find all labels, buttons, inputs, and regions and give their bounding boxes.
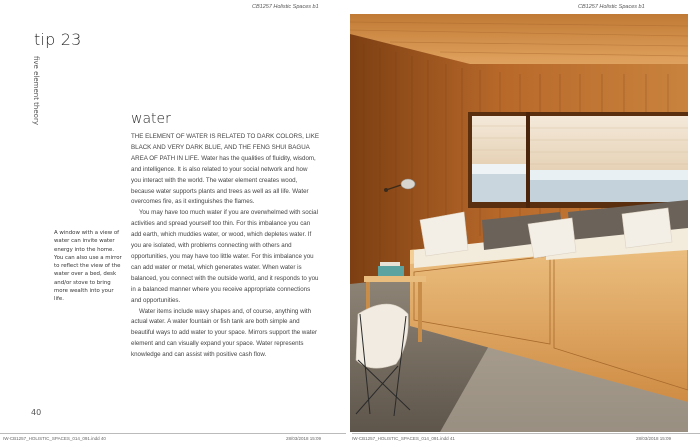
slug-bottom-right-file: IW-CB1257_HOLISTIC_SPACES_014_091.indd 41 bbox=[352, 436, 455, 441]
body-paragraph: THE ELEMENT OF WATER IS RELATED TO DARK COLORS, LIKE BLACK AND VERY DARK BLUE, AND THE FENG SHUI BAGUA AREA OF PATH IN LIFE. Water has the qualities of fluidity, wisdom, and intelligence. It is also related to your social network and how you interact with the world. The water element creates wood, because water supports plants and trees as well as all life. Water overcomes fire, as it extinguishes the flames. bbox=[131, 133, 319, 206]
room-illustration bbox=[350, 14, 688, 432]
section-label-vertical: five element theory bbox=[32, 56, 40, 125]
body-paragraph: You may have too much water if you are overwhelmed with social activities and spread yourself too thin. For this imbalance you can add earth, which muddies water, or wood, which depletes water. If you are isolated, with problems connecting with others and opportunities, you may have too little water. For this imbalance you can add water or metal, which generates water. When water is balanced, you connect with the outside world, and it responds to you in a balanced manner where you receive appropriate connections and opportunities. bbox=[131, 209, 319, 304]
body-text bbox=[131, 132, 319, 361]
crop-line-right bbox=[352, 433, 700, 434]
page-number: 40 bbox=[31, 408, 42, 417]
slug-bottom-right-date: 28/03/2018 15:09 bbox=[636, 436, 672, 441]
photo-caption: A window with a view of water can invite water energy into the home. You can also use a mirror to reflect the view of the water over a bed, desk and/or stove to bring more wealth into your life. bbox=[54, 230, 122, 303]
slug-bottom-left-file: IW-CB1257_HOLISTIC_SPACES_014_091.indd 40 bbox=[3, 436, 106, 441]
slug-top-left: CB1257 Holistic Spaces b1 bbox=[252, 4, 319, 10]
slug-top-right: CB1257 Holistic Spaces b1 bbox=[578, 4, 645, 10]
slug-bottom-left-date: 28/03/2018 15:09 bbox=[286, 436, 322, 441]
body-paragraph: Water items include wavy shapes and, of course, anything with actual water. A water fountain or fish tank are both simple and beautiful ways to add water to your space. Mirrors support the water element and can visually expand your space. Water represents knowledge and can assist with positive cash flow. bbox=[131, 307, 318, 359]
tip-title: tip 23 bbox=[34, 30, 82, 49]
crop-line-left bbox=[0, 433, 346, 434]
room-photo bbox=[350, 14, 688, 432]
section-heading: water bbox=[131, 111, 171, 127]
